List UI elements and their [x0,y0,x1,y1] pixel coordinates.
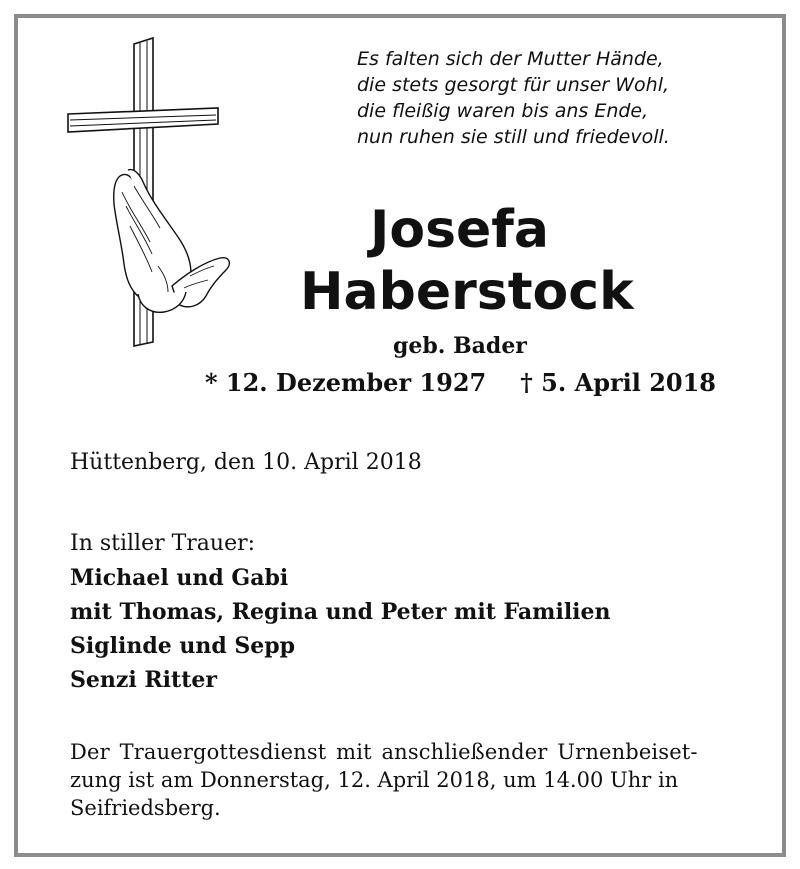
deceased-last-name: Haberstock [300,262,634,322]
death-date: † 5. April 2018 [520,368,716,397]
mourners-block [70,527,611,697]
mourner-name: Siglinde und Sepp [70,633,296,659]
mourner-name: Michael und Gabi [70,565,289,591]
poem-line: nun ruhen sie still und friedevoll. [357,126,670,148]
poem-line: Es falten sich der Mutter Hände, [357,48,664,70]
poem [357,46,757,150]
poem-line: die fleißig waren bis ans Ende, [357,100,649,122]
mourners-intro: In stiller Trauer: [70,531,256,556]
service-notice-line: zung ist am Donnerstag, 12. April 2018, um 14.00 Uhr in [70,768,679,792]
service-notice [70,738,742,822]
poem-line: die stets gesorgt für unser Wohl, [357,74,670,96]
mourner-name: Senzi Ritter [70,667,217,693]
deceased-first-name: Josefa [370,200,550,260]
cross-with-praying-hands-icon [60,36,235,348]
life-dates [205,368,716,397]
service-notice-line: Der Trauergottesdienst mit anschließender Urnenbeiset- [70,740,698,764]
service-notice-line: Seifriedsberg. [70,796,221,820]
birth-date: * 12. Dezember 1927 [205,368,487,397]
mourner-name: mit Thomas, Regina und Peter mit Familien [70,599,611,625]
birth-name: geb. Bader [393,333,527,359]
place-and-date: Hüttenberg, den 10. April 2018 [70,450,422,475]
